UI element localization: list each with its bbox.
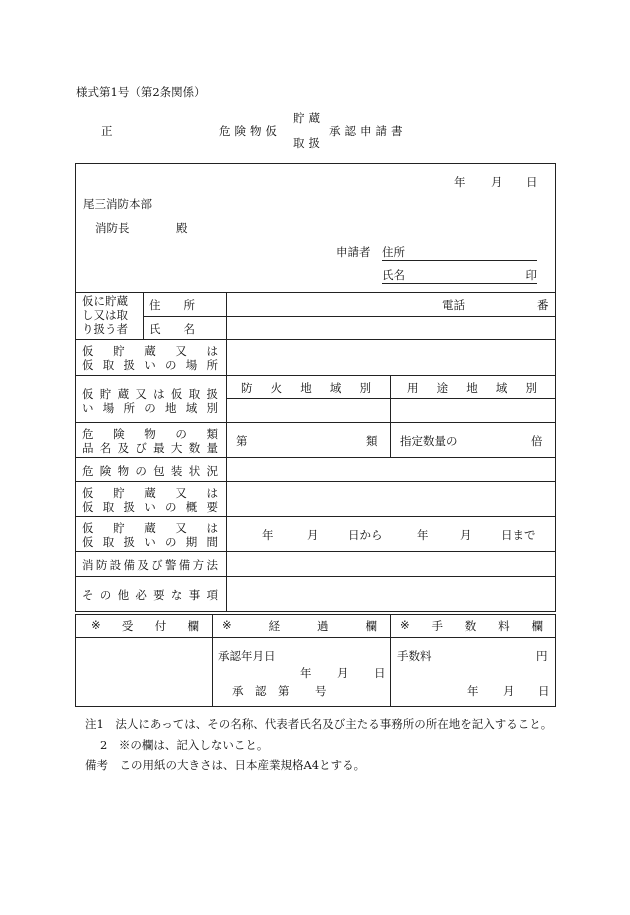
fee-month: 月 bbox=[503, 684, 515, 698]
approval-day: 日 bbox=[374, 666, 386, 680]
handler-name-field[interactable] bbox=[228, 318, 554, 338]
use-zone-header: 用 途 地 域 別 bbox=[407, 381, 537, 395]
name-label: 氏名 bbox=[382, 268, 405, 282]
class-prefix: 第 bbox=[236, 434, 248, 448]
progress-header: ※ 経 過 欄 bbox=[222, 618, 377, 633]
applicant-address-line[interactable] bbox=[382, 244, 537, 261]
use-zone-field[interactable] bbox=[392, 400, 554, 420]
place-field[interactable] bbox=[228, 341, 554, 373]
yen-label: 円 bbox=[536, 649, 548, 663]
fire-equip-field[interactable] bbox=[228, 553, 554, 574]
phone-label: 電話 bbox=[442, 298, 465, 312]
hazard-label-line2: 品 名 及 び 最 大 数 量 bbox=[82, 441, 218, 455]
place-label-line2: 仮 取 扱 い の 場 所 bbox=[82, 358, 218, 372]
period-month: 月 bbox=[307, 528, 319, 542]
period-month-end: 月 bbox=[460, 528, 472, 542]
title-stacked-bottom: 取扱 bbox=[293, 136, 324, 150]
applicant-name-line[interactable] bbox=[382, 267, 537, 284]
period-year: 年 bbox=[262, 528, 274, 542]
approval-no-suffix: 号 bbox=[315, 684, 327, 698]
overview-label-line2: 仮 取 扱 い の 概 要 bbox=[82, 500, 218, 514]
period-year-end: 年 bbox=[417, 528, 429, 542]
header-month: 月 bbox=[491, 175, 503, 189]
class-suffix: 類 bbox=[366, 434, 378, 448]
seal-mark: 印 bbox=[525, 268, 537, 282]
overview-label-line1: 仮 貯 蔵 又 は bbox=[82, 486, 218, 500]
fire-chief: 消防長 bbox=[95, 221, 130, 235]
fire-equip-label: 消 防 設 備 及 び 警 備 方 法 bbox=[82, 558, 218, 572]
fire-zone-header: 防 火 地 域 別 bbox=[241, 381, 371, 395]
honorific: 殿 bbox=[176, 221, 188, 235]
title-prefix: 危険物仮 bbox=[219, 124, 281, 138]
period-label-line2: 仮 取 扱 い の 期 間 bbox=[82, 535, 218, 549]
fee-label: 手数料 bbox=[397, 649, 432, 663]
multiple-label: 指定数量の bbox=[400, 434, 458, 448]
form-number: 様式第1号（第2条関係） bbox=[76, 85, 206, 99]
approval-month: 月 bbox=[337, 666, 349, 680]
period-to: 日まで bbox=[501, 528, 536, 542]
other-label: そ の 他 必 要 な 事 項 bbox=[82, 588, 218, 602]
approval-date-label: 承認年月日 bbox=[218, 649, 276, 663]
period-from: 日から bbox=[348, 528, 383, 542]
hazard-label-line1: 危 険 物 の 類 bbox=[82, 427, 218, 441]
handler-address-field[interactable] bbox=[228, 294, 554, 314]
phone-suffix: 番 bbox=[537, 298, 549, 312]
note-3: 備考 この用紙の大きさは、日本産業規格A4とする。 bbox=[85, 758, 366, 772]
fire-zone-field[interactable] bbox=[228, 400, 388, 420]
overview-field[interactable] bbox=[228, 483, 554, 514]
header-day: 日 bbox=[526, 175, 538, 189]
note-1: 注1 法人にあっては、その名称、代表者氏名及び主たる事務所の所在地を記入すること。 bbox=[85, 717, 553, 731]
header-year: 年 bbox=[454, 175, 466, 189]
packaging-field[interactable] bbox=[228, 459, 554, 479]
address-label: 住所 bbox=[382, 245, 405, 259]
period-label-line1: 仮 貯 蔵 又 は bbox=[82, 521, 218, 535]
multiple-suffix: 倍 bbox=[531, 434, 543, 448]
note-2: 2 ※の欄は、記入しないこと。 bbox=[100, 738, 269, 752]
title-suffix: 承認申請書 bbox=[329, 124, 407, 138]
title-stacked-top: 貯蔵 bbox=[293, 111, 324, 125]
zone-label-line1: 仮 貯 蔵 又 は 仮 取 扱 bbox=[82, 387, 218, 401]
approval-no-prefix: 承 認 第 bbox=[232, 684, 290, 698]
fire-department: 尾三消防本部 bbox=[83, 197, 152, 211]
fee-day: 日 bbox=[538, 684, 550, 698]
title-copy-mark: 正 bbox=[101, 124, 113, 138]
packaging-label: 危 険 物 の 包 装 状 況 bbox=[82, 464, 218, 478]
fee-year: 年 bbox=[467, 684, 479, 698]
reception-header: ※ 受 付 欄 bbox=[91, 618, 199, 633]
applicant-label: 申請者 bbox=[336, 245, 371, 259]
fee-header: ※ 手 数 料 欄 bbox=[400, 618, 543, 633]
handler-name-label: 氏 名 bbox=[149, 322, 195, 336]
zone-label-line2: い 場 所 の 地 域 別 bbox=[82, 401, 218, 415]
approval-year: 年 bbox=[300, 666, 312, 680]
place-label-line1: 仮 貯 蔵 又 は bbox=[82, 344, 218, 358]
other-field[interactable] bbox=[228, 578, 554, 610]
handler-label: 仮に貯蔵 し又は取 り扱う者 bbox=[82, 294, 128, 336]
handler-address-label: 住 所 bbox=[149, 298, 195, 312]
